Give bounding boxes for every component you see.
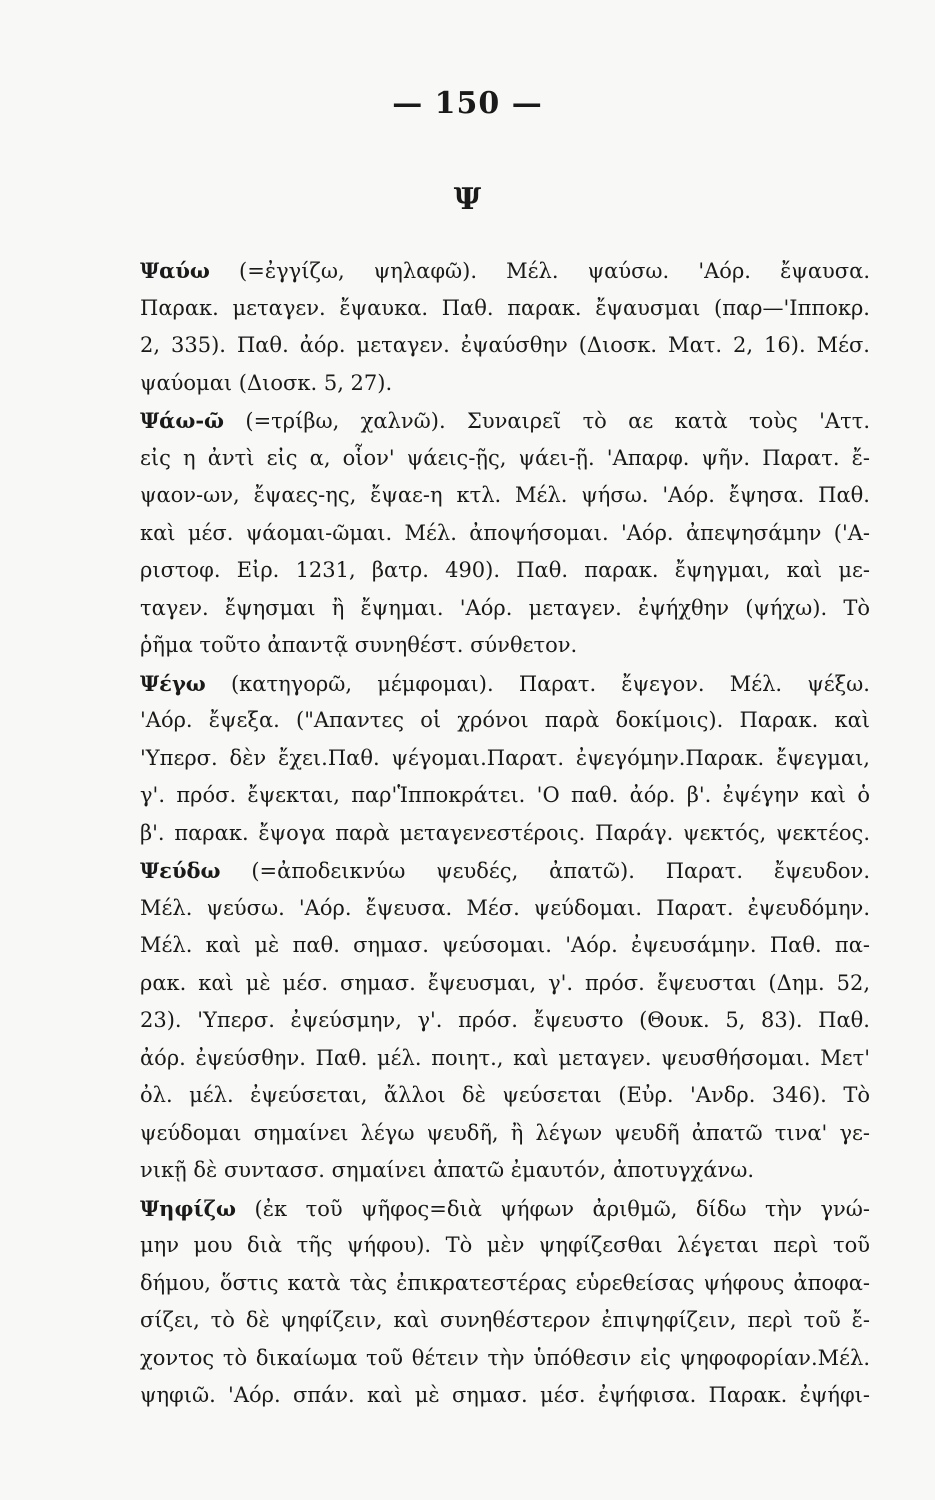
text-line: 'Υπερσ. δὲν ἔχει.Παθ. ψέγομαι.Παρατ. ἐψεγόμην.Παρακ. ἔψεγμαι, — [140, 745, 870, 770]
text-line: ψαον-ων, ἔψαες-ης, ἔψαε-η κτλ. Μέλ. ψήσω. 'Αόρ. ἔψησα. Παθ. — [140, 483, 870, 507]
text-line: β'. παρακ. ἔψογα παρὰ μεταγενεστέροις. Παράγ. ψεκτός, ψεκτέος. — [140, 820, 870, 845]
text-line: Μέλ. καὶ μὲ παθ. σημασ. ψεύσομαι. 'Αόρ. ἐψευσάμην. Παθ. πα- — [140, 933, 870, 957]
text-line: ῥῆμα τοῦτο ἀπαντᾷ συνηθέστ. σύνθετον. — [140, 633, 578, 657]
text-line: Μέλ. ψεύσω. 'Αόρ. ἔψευσα. Μέσ. ψεύδομαι. Παρατ. ἐψευδόμην. — [140, 895, 870, 920]
page-number: — 150 — — [392, 86, 543, 121]
text-line: γ'. πρόσ. ἔψεκται, παρ'Ἱπποκράτει. 'Ο παθ. ἀόρ. β'. ἐψέγην καὶ ὁ — [140, 783, 870, 807]
text-line: νικῇ δὲ συντασσ. σημαίνει ἀπατῶ ἐμαυτόν, ἀποτυγχάνω. — [140, 1158, 755, 1182]
entry-headword: Ψηφίζω — [140, 1195, 237, 1221]
entry-first-line: Ψηφίζω (ἐκ τοῦ ψῆφος=διὰ ψήφων ἀριθμῶ, δίδω τὴν γνώ- — [140, 1195, 870, 1221]
entry-first-line: Ψαύω (=ἐγγίζω, ψηλαφῶ). Μέλ. ψαύσω. 'Αόρ. ἔψαυσα. — [140, 258, 870, 283]
entry-first-line: Ψάω-ῶ (=τρίβω, χαλνῶ). Συναιρεῖ τὸ αε κατὰ τοὺς 'Αττ. — [140, 408, 870, 433]
text-line: 'Αόρ. ἔψεξα. ("Απαντες οἱ χρόνοι παρὰ δοκίμοις). Παρακ. καὶ — [140, 708, 870, 732]
text-line: μην μου διὰ τῆς ψήφου). Τὸ μὲν ψηφίζεσθαι λέγεται περὶ τοῦ — [140, 1233, 870, 1257]
entry-first-line: Ψεύδω (=ἀποδεικνύω ψευδές, ἀπατῶ). Παρατ. ἔψευδον. — [140, 858, 870, 883]
text-line: δήμου, ὅστις κατὰ τὰς ἐπικρατεστέρας εὑρεθείσας ψήφους ἀποφα- — [140, 1270, 870, 1295]
text-line: ταγεν. ἔψησμαι ἢ ἔψημαι. 'Αόρ. μεταγεν. ἐψήχθην (ψήχω). Τὸ — [140, 595, 870, 620]
entry-headword: Ψέγω — [140, 670, 206, 696]
text-line: ρακ. καὶ μὲ μέσ. σημασ. ἔψευσμαι, γ'. πρόσ. ἔψευσται (Δημ. 52, — [140, 970, 870, 995]
entry-headword: Ψαύω — [140, 258, 210, 283]
text-line: καὶ μέσ. ψάομαι-ῶμαι. Μέλ. ἀποψήσομαι. 'Αόρ. ἀπεψησάμην ('Α- — [140, 520, 870, 545]
text-line: ψηφιῶ. 'Αόρ. σπάν. καὶ μὲ σημασ. μέσ. ἐψήφισα. Παρακ. ἐψήφι- — [140, 1383, 870, 1407]
text-line: ἀόρ. ἐψεύσθην. Παθ. μέλ. ποιητ., καὶ μεταγεν. ψευσθήσομαι. Μετ' — [140, 1045, 870, 1070]
section-letter: Ψ — [453, 182, 482, 217]
text-line: ριστοφ. Εἰρ. 1231, βατρ. 490). Παθ. παρακ. ἔψηγμαι, καὶ με- — [140, 558, 870, 582]
text-line: ψαύομαι (Διοσκ. 5, 27). — [140, 370, 393, 395]
text-line: σίζει, τὸ δὲ ψηφίζειν, καὶ συνηθέστερον ἐπιψηφίζειν, περὶ τοῦ ἔ- — [140, 1308, 870, 1332]
text-line: ὀλ. μέλ. ἐψεύσεται, ἄλλοι δὲ ψεύσεται (Εὐρ. 'Ανδρ. 346). Τὸ — [140, 1083, 870, 1107]
text-line: 23). 'Υπερσ. ἐψεύσμην, γ'. πρόσ. ἔψευστο (Θουκ. 5, 83). Παθ. — [140, 1008, 870, 1032]
text-line: ψεύδομαι σημαίνει λέγω ψευδῆ, ἢ λέγων ψευδῆ ἀπατῶ τινα' γε- — [140, 1120, 870, 1145]
text-line: χοντος τὸ δικαίωμα τοῦ θέτειν τὴν ὑπόθεσιν εἰς ψηφοφορίαν.Μέλ. — [140, 1345, 870, 1370]
entry-first-line: Ψέγω (κατηγορῶ, μέμφομαι). Παρατ. ἔψεγον. Μέλ. ψέξω. — [140, 670, 870, 696]
text-line: 2, 335). Παθ. ἀόρ. μεταγεν. ἐψαύσθην (Διοσκ. Ματ. 2, 16). Μέσ. — [140, 333, 870, 357]
text-line: εἰς η ἀντὶ εἰς α, οἷον' ψάεις-ῇς, ψάει-ῇ. 'Απαρφ. ψῆν. Παρατ. ἔ- — [140, 445, 870, 470]
text-line: Παρακ. μεταγεν. ἔψαυκα. Παθ. παρακ. ἔψαυσμαι (παρ—'Ιπποκρ. — [140, 295, 870, 320]
entry-headword: Ψεύδω — [140, 858, 221, 883]
entry-headword: Ψάω-ῶ — [140, 408, 225, 433]
entry-text-block — [140, 252, 870, 1415]
